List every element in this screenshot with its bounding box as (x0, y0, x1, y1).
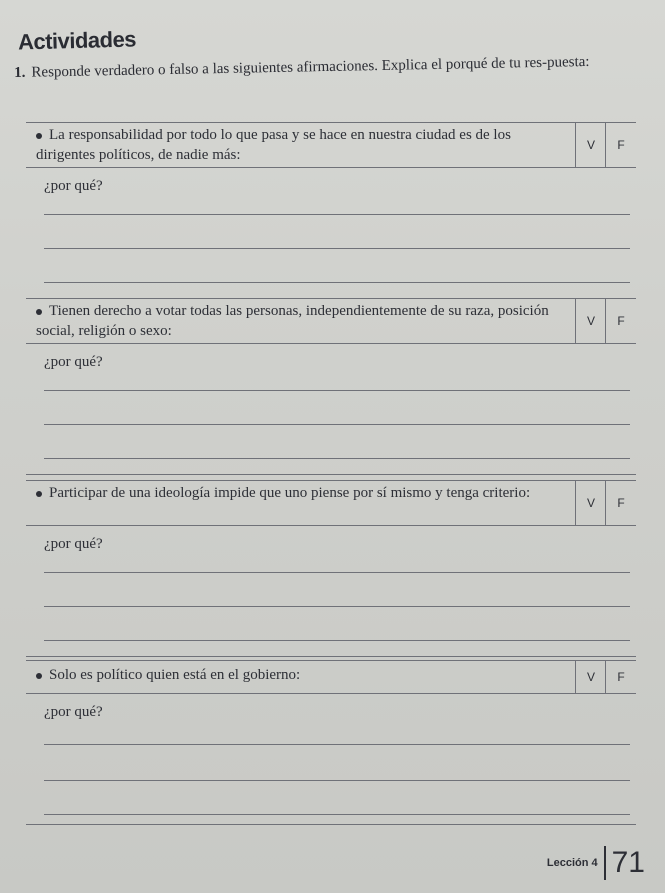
answer-line[interactable] (44, 814, 630, 815)
answer-line[interactable] (44, 214, 630, 215)
question-block-4 (26, 660, 636, 825)
false-box-1[interactable]: F (605, 123, 636, 167)
bullet-icon (36, 491, 42, 497)
false-box-2[interactable]: F (605, 299, 636, 343)
instruction (14, 50, 654, 84)
answer-line[interactable] (44, 780, 630, 781)
statement-row-3 (26, 481, 636, 526)
question-block-1 (26, 122, 636, 299)
answer-area-3 (26, 526, 636, 657)
bullet-icon (36, 673, 42, 679)
question-block-3 (26, 480, 636, 657)
lesson-label: Lección 4 (546, 857, 598, 869)
activities-heading: Actividades (17, 26, 137, 55)
answer-line[interactable] (44, 248, 630, 249)
true-box-1[interactable]: V (575, 123, 606, 167)
answer-area-1 (26, 168, 636, 299)
statement-text-3: Participar de una ideología impide que uno piense por sí mismo y tenga criterio: (49, 485, 531, 501)
statement-text-4: Solo es político quien está en el gobierno: (49, 667, 301, 683)
why-label-2: ¿por qué? (44, 354, 103, 370)
statement-row-4 (26, 661, 636, 694)
true-box-2[interactable]: V (575, 299, 606, 343)
bullet-icon (36, 133, 42, 139)
false-box-4[interactable]: F (605, 661, 636, 693)
answer-line[interactable] (44, 424, 630, 425)
statement-row-2 (26, 299, 636, 344)
why-label-3: ¿por qué? (44, 536, 103, 552)
bullet-icon (36, 309, 42, 315)
instruction-number: 1. (14, 64, 26, 81)
answer-line[interactable] (44, 390, 630, 391)
answer-area-2 (26, 344, 636, 475)
answer-line[interactable] (44, 640, 630, 641)
answer-line[interactable] (44, 458, 630, 459)
statement-text-2: Tienen derecho a votar todas las personas, independientemente de su raza, posición social, religión o sexo: (36, 303, 549, 339)
statement-text-1: La responsabilidad por todo lo que pasa y se hace en nuestra ciudad es de los dirigentes políticos, de nadie más: (36, 127, 511, 163)
question-block-2 (26, 298, 636, 475)
answer-line[interactable] (44, 744, 630, 745)
answer-line[interactable] (44, 606, 630, 607)
true-box-4[interactable]: V (575, 661, 606, 693)
instruction-text: Responde verdadero o falso a las siguientes afirmaciones. Explica el porqué de tu res-puesta: (31, 53, 590, 81)
footer-divider (604, 846, 606, 880)
page-footer (547, 846, 645, 880)
true-box-3[interactable]: V (575, 481, 606, 525)
false-box-3[interactable]: F (605, 481, 636, 525)
answer-line[interactable] (44, 282, 630, 283)
page-number: 71 (611, 846, 645, 879)
answer-area-4 (26, 694, 636, 825)
why-label-1: ¿por qué? (44, 178, 103, 194)
why-label-4: ¿por qué? (44, 704, 103, 720)
answer-line[interactable] (44, 572, 630, 573)
statement-row-1 (26, 123, 636, 168)
